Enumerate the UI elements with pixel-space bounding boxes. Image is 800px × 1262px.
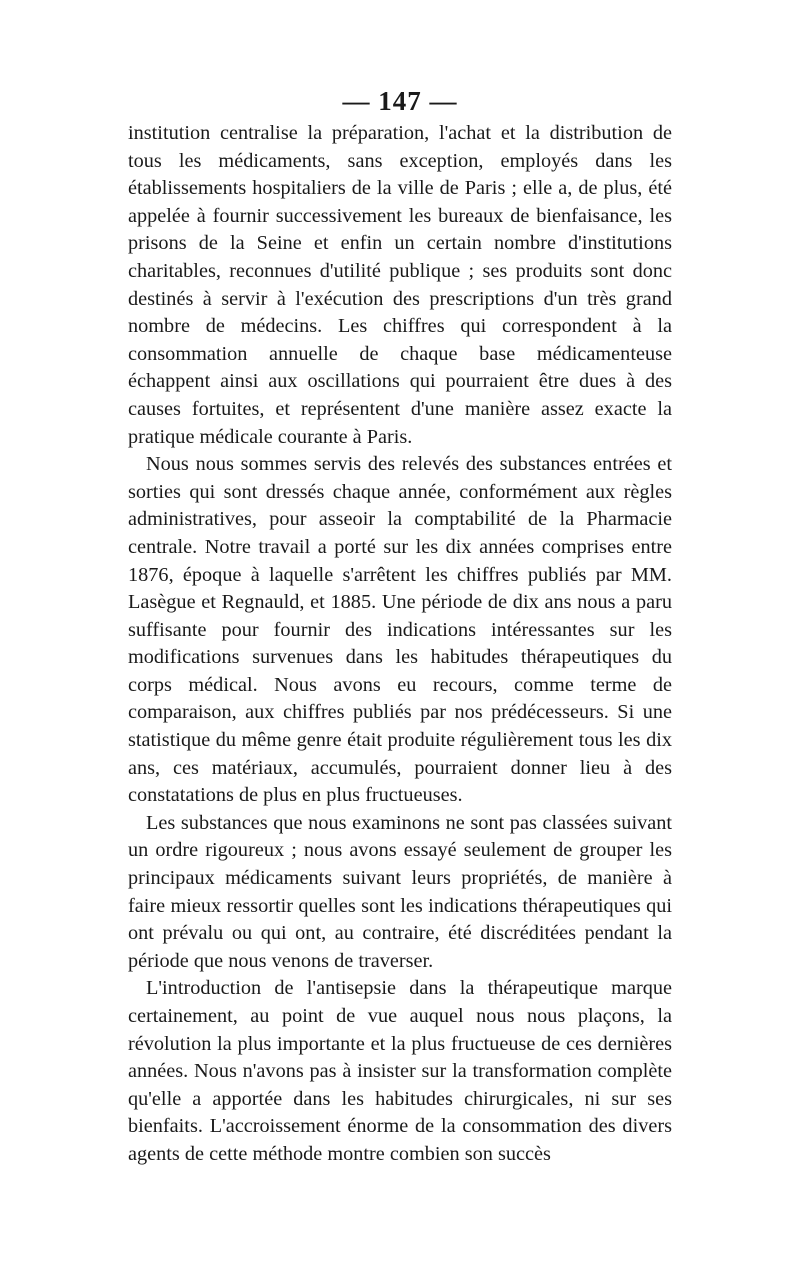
paragraph-antisepsis: L'introduction de l'antisepsie dans la thérapeutique marque certainement, au point de vue auquel nous nous plaçons, la révolution la plus importante et la plus fructueuse de ces dernières années. Nous n'avons pas à insister sur la transformation complète qu'elle a apportée dans les habitudes chirurgicales, ni sur ses bienfaits. L'accroissement énorme de la consommation des divers agents de cette méthode montre combien son succès bbox=[128, 977, 672, 1165]
paragraph-sources: Nous nous sommes servis des relevés des substances entrées et sorties qui sont dressés chaque année, conformément aux règles administratives, pour asseoir la comptabilité de la Pharmacie centrale. Notre travail a porté sur les dix années comprises entre 1876, époque à laquelle s'arrêtent les chiffres publiés par MM. Lasègue et Regnauld, et 1885. Une période de dix ans nous a paru suffisante pour fournir des indications intéressantes sur les modifications survenues dans les habitudes thérapeutiques du corps médical. Nous avons eu recours, comme terme de comparaison, aux chiffres publiés par nos prédécesseurs. Si une statistique du même genre était produite régulièrement tous les dix ans, ces matériaux, accumulés, pourraient donner lieu à des constatations de plus en plus fructueuses. bbox=[128, 453, 672, 807]
paragraph-classification: Les substances que nous examinons ne sont pas classées suivant un ordre rigoureux ; nous avons essayé seulement de grouper les principaux médicaments suivant leurs propriétés, de manière à faire mieux ressortir quelles sont les indications thérapeutiques qui ont prévalu ou qui ont, au contraire, été discréditées pendant la période que nous venons de traverser. bbox=[128, 811, 672, 972]
page-number: — 147 — bbox=[342, 86, 458, 116]
body-text bbox=[128, 120, 672, 1169]
paragraph-continuation: institution centralise la préparation, l'achat et la distribution de tous les médicaments, sans exception, employés dans les établissements hospitaliers de la ville de Paris ; elle a, de plus, été appelée à fournir successivement les bureaux de bienfaisance, les prisons de la Seine et enfin un certain nombre d'institutions charitables, reconnues d'utilité publique ; ses produits sont donc destinés à servir à l'exécution des prescriptions d'un très grand nombre de médecins. Les chiffres qui correspondent à la consommation annuelle de chaque base médicamenteuse échappent ainsi aux oscillations qui pourraient être dues à des causes fortuites, et représentent d'une manière assez exacte la pratique médicale courante à Paris. bbox=[128, 122, 672, 448]
